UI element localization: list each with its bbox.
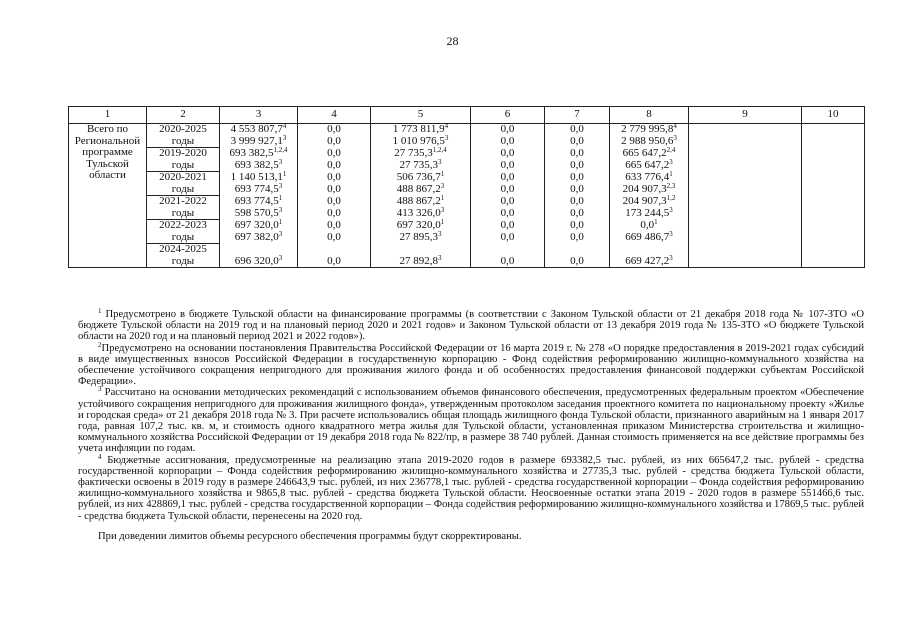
cell-value: 0,0 <box>327 254 341 267</box>
period-cell: 2024-2025 <box>147 244 220 256</box>
cell-value: 1 140 513,1 <box>230 170 283 183</box>
empty-cell <box>802 184 865 196</box>
empty-cell <box>802 208 865 220</box>
value-cell <box>298 232 371 244</box>
footnote-mark: 2 <box>98 340 102 349</box>
cell-value: 27 895,3 <box>399 230 438 243</box>
footnote <box>78 387 864 454</box>
footnote-ref: 1 <box>440 169 445 178</box>
footnote-ref: 1,2 <box>666 193 676 202</box>
column-header: 9 <box>689 107 802 124</box>
cell-value: 0,0 <box>500 182 515 195</box>
footnote-ref: 4 <box>444 122 449 130</box>
cell-value: 0,0 <box>500 254 515 267</box>
empty-cell <box>689 208 802 220</box>
cell-value: 488 867,2 <box>396 182 441 195</box>
cell-value: 696 320,0 <box>234 254 279 267</box>
period-cell: 2020-2025 <box>147 124 220 136</box>
cell-value: 0,0 <box>500 218 515 231</box>
period-cell: 2022-2023 <box>147 220 220 232</box>
footnote <box>78 452 864 522</box>
period-cell: годы <box>147 184 220 196</box>
cell-value: 0,0 <box>500 230 515 243</box>
period-cell: годы <box>147 136 220 148</box>
cell-value: 0,0 <box>570 182 584 195</box>
empty-cell <box>802 136 865 148</box>
footnote-ref: 3 <box>278 205 283 214</box>
cell-value: 697 382,0 <box>234 230 279 243</box>
cell-value: 0,0 <box>327 123 341 135</box>
footnote-ref: 4 <box>673 122 677 130</box>
footnote-ref: 4 <box>282 122 287 130</box>
cell-value: 488 867,2 <box>396 194 441 207</box>
cell-value: 665 647,2 <box>625 158 670 171</box>
cell-value: 0,0 <box>327 218 341 231</box>
footnote-mark: 3 <box>98 385 102 394</box>
value-cell <box>545 232 610 244</box>
period-cell: 2020-2021 <box>147 172 220 184</box>
cell-value: 413 326,0 <box>396 206 441 219</box>
cell-value: 0,0 <box>570 146 584 159</box>
empty-cell <box>802 124 865 136</box>
footnotes <box>78 309 864 542</box>
footnote-ref: 3 <box>444 133 449 142</box>
table-row <box>69 124 865 136</box>
value-cell <box>371 229 471 244</box>
column-header: 3 <box>220 107 298 124</box>
cell-value: 4 553 807,7 <box>230 123 283 135</box>
cell-value: 697 320,0 <box>396 218 441 231</box>
cell-value: 0,0 <box>570 218 584 231</box>
table-row <box>69 256 865 268</box>
footnote-ref: 3 <box>278 253 283 262</box>
footnote-ref: 3 <box>669 253 673 262</box>
final-note: При доведении лимитов объемы ресурсного обеспечения программы будут скорректированы. <box>98 530 522 542</box>
value-cell <box>545 256 610 268</box>
footnote-ref: 1,2,4 <box>432 145 447 154</box>
cell-value: 1 773 811,9 <box>392 123 445 135</box>
empty-cell <box>802 256 865 268</box>
header-row <box>69 107 865 124</box>
cell-value: 204 907,3 <box>622 182 667 195</box>
empty-cell <box>689 136 802 148</box>
column-header: 6 <box>471 107 545 124</box>
footnote-text: Бюджетные ассигнования, предусмотренные на реализацию этапа 2019-2020 годов в размере 693382,5 тыс. рублей, из них 665647,2 тыс. рублей - средства государственной корпорации – Фонда содействия реформированию жилищно-коммунального хозяйства и 27735,3 тыс. рублей - средства бюджета Тульской области, фактически освоены в 2019 году в размере 246643,9 тыс. рублей, из них 236778,1 тыс. рублей - средства государственной корпорации – Фонда содействия реформированию жилищно-коммунального хозяйства и 9865,8 тыс. рублей - средства бюджета Тульской области. Неосвоенные остатки этапа 2019 - 2020 годов в размере 551466,6 тыс. рублей, из них 428869,1 тыс. рублей - средства государственной корпорации – Фонда содействия реформированию жилищно-коммунального хозяйства и 17869,5 тыс. рублей - средства бюджета Тульской области, перенесены на 2020 год. <box>78 454 864 522</box>
cell-value: 0,0 <box>327 158 341 171</box>
period-cell: 2019-2020 <box>147 148 220 160</box>
value-cell <box>371 253 471 268</box>
footnote-ref: 1 <box>669 169 673 178</box>
cell-value: 0,0 <box>500 194 515 207</box>
cell-value: 693 382,5 <box>229 146 274 159</box>
empty-cell <box>689 196 802 208</box>
row-label: Всего по Региональной программе Тульской области <box>69 124 147 268</box>
cell-value: 27 735,3 <box>399 158 438 171</box>
table-row <box>69 208 865 220</box>
period-cell: 2021-2022 <box>147 196 220 208</box>
page-number: 28 <box>446 34 459 48</box>
cell-value: 0,0 <box>327 206 341 219</box>
cell-value: 27 735,3 <box>394 146 433 159</box>
footnote-ref: 1 <box>440 217 445 226</box>
footnote-ref: 3 <box>438 253 442 262</box>
value-cell <box>220 253 298 268</box>
cell-value: 0,0 <box>570 134 584 147</box>
cell-value: 0,0 <box>570 123 584 135</box>
footnote-ref: 1 <box>278 193 283 202</box>
column-header: 5 <box>371 107 471 124</box>
empty-cell <box>802 244 865 256</box>
footnote-ref: 1 <box>440 193 445 202</box>
table-body <box>69 124 865 268</box>
cell-value: 0,0 <box>500 170 515 183</box>
cell-value: 697 320,0 <box>234 218 279 231</box>
column-header: 4 <box>298 107 371 124</box>
footnote-ref: 2,4 <box>666 145 676 154</box>
cell-value: 598 570,5 <box>234 206 279 219</box>
column-header: 8 <box>610 107 689 124</box>
table-row <box>69 148 865 160</box>
table-row <box>69 196 865 208</box>
value-cell <box>610 253 689 268</box>
footnote-text: Рассчитано на основании методических рекомендаций с использованием объемов финансового обеспечения, предусмотренных федеральным проектом «Обеспечение устойчивого сокращения непригодного для проживания жилищного фонда», утвержденным протоколом заседания проектного комитета по национальному проекту «Жилье и городская среда» от 21 декабря 2018 года № 3. При расчете использовались общая площадь жилищного фонда Тульской области, признанного аварийным на 1 января 2017 года, равная 107,2 тыс. кв. м, и стоимость одного квадратного метра жилья для Тульской области, установленная приказом Министерства строительства и жилищно-коммунального хозяйства Российской Федерации от 19 декабря 2018 года № 822/пр, в размере 38 740 рублей. Данная стоимость применяется на все действие программы без учета инфляции по годам. <box>78 387 864 455</box>
table-row <box>69 220 865 232</box>
footnote <box>78 340 864 388</box>
cell-value: 27 892,8 <box>399 254 438 267</box>
empty-cell <box>802 160 865 172</box>
period-cell: годы <box>147 232 220 244</box>
cell-value: 669 486,7 <box>625 230 670 243</box>
footnote-ref: 3 <box>669 157 673 166</box>
cell-value: 0,0 <box>500 158 515 171</box>
cell-value: 0,0 <box>500 123 515 135</box>
cell-value: 693 774,5 <box>234 194 279 207</box>
footnote-ref: 1 <box>282 169 287 178</box>
footnote-ref: 3 <box>278 229 283 238</box>
cell-value: 204 907,3 <box>622 194 667 207</box>
footnote-ref: 3 <box>440 181 445 190</box>
footnote-ref: 3 <box>282 133 287 142</box>
column-header: 10 <box>802 107 865 124</box>
value-cell <box>471 256 545 268</box>
cell-value: 506 736,7 <box>396 170 441 183</box>
cell-value: 693 774,5 <box>234 182 279 195</box>
footnote-ref: 3 <box>278 181 283 190</box>
empty-cell <box>689 160 802 172</box>
footnote-ref: 3 <box>440 205 445 214</box>
cell-value: 3 999 927,1 <box>230 134 283 147</box>
empty-cell <box>802 232 865 244</box>
footnote-mark: 1 <box>98 307 102 315</box>
footnote-text: Предусмотрено на основании постановления Правительства Российской Федерации от 16 марта 2019 г. № 278 «О порядке предоставления в 2019-2021 годах субсидий в виде имущественных взносов Российской Федерации в государственную корпорацию - Фонд содействия реформированию жилищно-коммунального хозяйства на обеспечение устойчивого сокращения непригодного для проживания жилого фонда и об особенностях предоставления финансовой поддержки субъектам Российской Федерации». <box>78 342 864 388</box>
empty-cell <box>689 172 802 184</box>
footnote-ref: 1,2,4 <box>273 145 288 154</box>
footnote-ref: 3 <box>673 133 677 142</box>
cell-value: 0,0 <box>570 194 584 207</box>
cell-value: 0,0 <box>327 194 341 207</box>
column-header: 1 <box>69 107 147 124</box>
cell-value: 0,0 <box>327 182 341 195</box>
cell-value: 0,0 <box>640 218 655 231</box>
cell-value: 2 988 950,6 <box>621 134 674 147</box>
footnote-ref: 2,3 <box>666 181 676 190</box>
cell-value: 633 776,4 <box>625 170 670 183</box>
empty-cell <box>689 124 802 136</box>
footnote <box>78 309 864 343</box>
table-row <box>69 160 865 172</box>
cell-value: 669 427,2 <box>625 254 670 267</box>
cell-value: 665 647,2 <box>622 146 667 159</box>
footnote-ref: 3 <box>669 229 673 238</box>
period-cell: годы <box>147 256 220 268</box>
empty-cell <box>689 256 802 268</box>
column-header: 7 <box>545 107 610 124</box>
value-cell <box>471 232 545 244</box>
table-row <box>69 172 865 184</box>
empty-cell <box>802 172 865 184</box>
cell-value: 0,0 <box>500 206 515 219</box>
empty-cell <box>689 184 802 196</box>
cell-value: 0,0 <box>327 134 341 147</box>
table-row <box>69 136 865 148</box>
empty-cell <box>689 220 802 232</box>
cell-value: 2 779 995,8 <box>621 123 674 135</box>
cell-value: 0,0 <box>500 146 515 159</box>
value-cell <box>220 229 298 244</box>
period-cell: годы <box>147 208 220 220</box>
table-row <box>69 244 865 256</box>
footnote-ref: 3 <box>278 157 283 166</box>
cell-value: 0,0 <box>570 254 584 267</box>
cell-value: 0,0 <box>570 206 584 219</box>
empty-cell <box>802 196 865 208</box>
value-cell <box>610 229 689 244</box>
period-cell: годы <box>147 160 220 172</box>
column-header: 2 <box>147 107 220 124</box>
table-row <box>69 184 865 196</box>
program-funding-table <box>68 106 865 268</box>
empty-cell <box>802 148 865 160</box>
cell-value: 1 010 976,5 <box>392 134 445 147</box>
footnote-text: Предусмотрено в бюджете Тульской области на финансирование программы (в соответствии с Законом Тульской области от 21 декабря 2018 года № 107-ЗТО «О бюджете Тульской области на 2019 год и на плановый период 2020 и 2021 годов» и Законом Тульской области от 13 декабря 2019 года № 135-ЗТО «О бюджете Тульской области на 2020 год и на плановый период 2021 и 2022 годов»). <box>78 309 864 343</box>
cell-value: 0,0 <box>500 134 515 147</box>
footnote-ref: 1 <box>654 217 658 226</box>
cell-value: 0,0 <box>570 158 584 171</box>
cell-value: 173 244,5 <box>625 206 670 219</box>
empty-cell <box>689 232 802 244</box>
footnote-ref: 3 <box>438 157 442 166</box>
cell-value: 0,0 <box>327 170 341 183</box>
footnote-ref: 3 <box>438 229 442 238</box>
empty-cell <box>689 244 802 256</box>
empty-cell <box>802 220 865 232</box>
value-cell <box>298 256 371 268</box>
table-row <box>69 232 865 244</box>
footnote-ref: 3 <box>669 205 673 214</box>
cell-value: 0,0 <box>327 146 341 159</box>
cell-value: 693 382,5 <box>234 158 279 171</box>
cell-value: 0,0 <box>327 230 341 243</box>
footnote-ref: 1 <box>278 217 283 226</box>
footnote-mark: 4 <box>98 452 102 461</box>
cell-value: 0,0 <box>570 230 584 243</box>
empty-cell <box>689 148 802 160</box>
cell-value: 0,0 <box>570 170 584 183</box>
